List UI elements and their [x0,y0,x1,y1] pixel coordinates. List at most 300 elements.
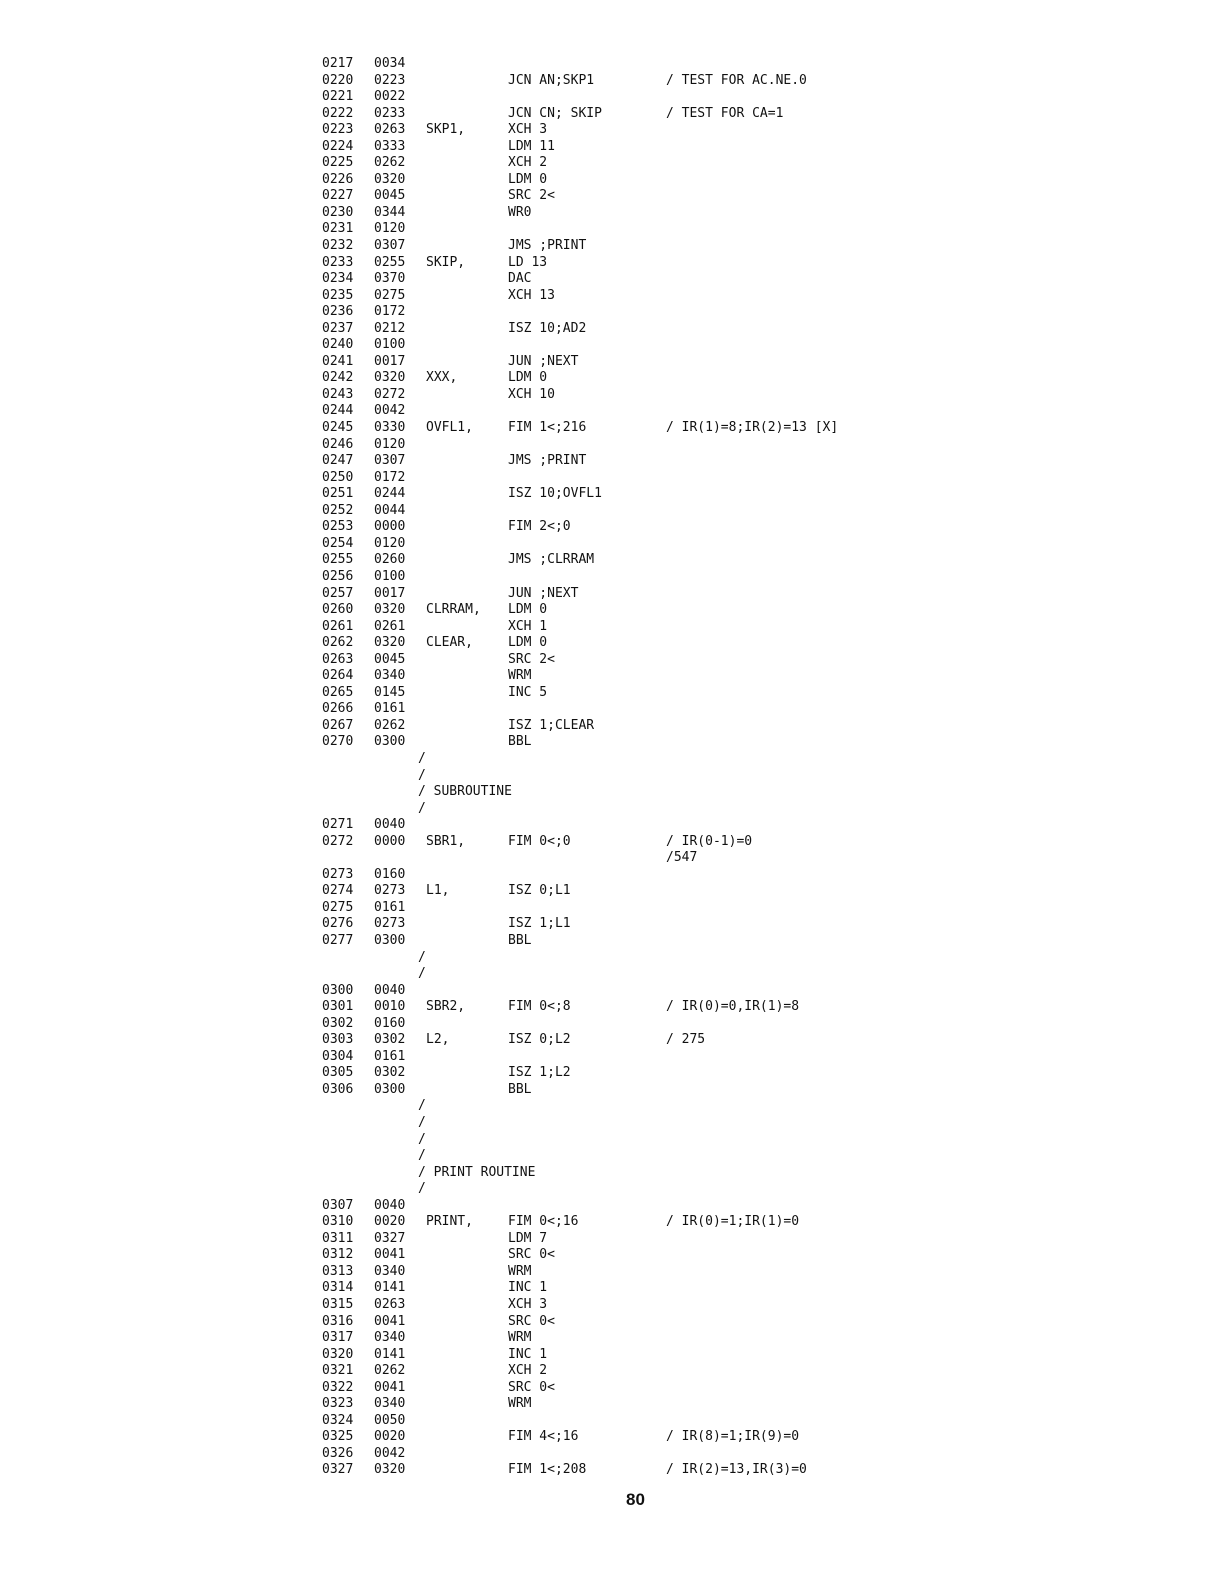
octal-code-column: 0045 [374,651,406,667]
instruction-column: JMS ;PRINT [508,453,587,469]
instruction-column: XCH 1 [508,618,548,634]
listing-line [322,801,1022,818]
address-column: 0326 [322,1445,354,1461]
listing-line [322,536,1022,553]
instruction-column: LDM 0 [508,370,548,386]
listing-line [322,1016,1022,1033]
octal-code-column: 0041 [374,1313,406,1329]
address-column: 0322 [322,1379,354,1395]
instruction-column: ISZ 1;L2 [508,1065,571,1081]
instruction-column: ISZ 1;CLEAR [508,717,595,733]
address-column: 0224 [322,138,354,154]
address-column: 0306 [322,1081,354,1097]
listing-line [322,983,1022,1000]
listing-line [322,155,1022,172]
address-column: 0242 [322,370,354,386]
octal-code-column: 0172 [374,469,406,485]
listing-line [322,1264,1022,1281]
listing-line [322,1247,1022,1264]
octal-code-column: 0340 [374,668,406,684]
listing-line [322,470,1022,487]
address-column: 0323 [322,1396,354,1412]
octal-code-column: 0272 [374,386,406,402]
listing-line [322,569,1022,586]
octal-code-column: 0344 [374,204,406,220]
instruction-column: XCH 3 [508,122,548,138]
octal-code-column: 0160 [374,866,406,882]
instruction-column: ISZ 1;L1 [508,916,571,932]
instruction-column: INC 5 [508,684,548,700]
octal-code-column: 0307 [374,238,406,254]
listing-line [322,238,1022,255]
instruction-column: FIM 1<;216 [508,420,587,436]
address-column: 0271 [322,817,354,833]
address-column: 0256 [322,568,354,584]
listing-line [322,900,1022,917]
listing-line [322,271,1022,288]
listing-line [322,106,1022,123]
octal-code-column: 0302 [374,1032,406,1048]
address-column: 0253 [322,519,354,535]
listing-line [322,1231,1022,1248]
assembly-listing [322,56,1022,1479]
label-column: SBR1, [426,833,466,849]
octal-code-column: 0262 [374,155,406,171]
address-column: 0217 [322,56,354,71]
address-column: 0311 [322,1230,354,1246]
listing-line [322,635,1022,652]
listing-line [322,205,1022,222]
listing-line [322,188,1022,205]
listing-line [322,1413,1022,1430]
listing-line [322,1330,1022,1347]
instruction-column: SRC 2< [508,651,555,667]
listing-line [322,950,1022,967]
listing-line [322,701,1022,718]
listing-line [322,486,1022,503]
octal-code-column: 0034 [374,56,406,71]
listing-line [322,172,1022,189]
octal-code-column: 0120 [374,535,406,551]
address-column: 0315 [322,1297,354,1313]
listing-line [322,370,1022,387]
comment-column: / 275 [666,1032,706,1048]
comment-slash: / [418,1181,426,1197]
instruction-column: FIM 2<;0 [508,519,571,535]
address-column: 0265 [322,684,354,700]
octal-code-column: 0017 [374,353,406,369]
instruction-column: WRM [508,668,532,684]
octal-code-column: 0223 [374,72,406,88]
listing-line [322,221,1022,238]
comment-slash: / [418,1098,426,1114]
listing-line [322,718,1022,735]
listing-line [322,1429,1022,1446]
comment-slash: / [418,767,426,783]
instruction-column: LDM 0 [508,635,548,651]
listing-line [322,966,1022,983]
octal-code-column: 0161 [374,1048,406,1064]
address-column: 0316 [322,1313,354,1329]
octal-code-column: 0100 [374,568,406,584]
instruction-column: WRM [508,1396,532,1412]
listing-line [322,403,1022,420]
listing-line [322,586,1022,603]
instruction-column: XCH 3 [508,1297,548,1313]
instruction-column: INC 1 [508,1346,548,1362]
address-column: 0301 [322,999,354,1015]
listing-line [322,1214,1022,1231]
address-column: 0252 [322,502,354,518]
octal-code-column: 0161 [374,701,406,717]
instruction-column: JMS ;CLRRAM [508,552,595,568]
instruction-column: LDM 7 [508,1230,548,1246]
comment-column: /547 [666,850,698,866]
address-column: 0321 [322,1363,354,1379]
comment-slash: / [418,800,426,816]
octal-code-column: 0273 [374,883,406,899]
octal-code-column: 0262 [374,1363,406,1379]
address-column: 0223 [322,122,354,138]
octal-code-column: 0340 [374,1396,406,1412]
address-column: 0254 [322,535,354,551]
listing-line [322,999,1022,1016]
instruction-column: BBL [508,734,532,750]
address-column: 0310 [322,1214,354,1230]
instruction-column: JCN CN; SKIP [508,105,602,121]
address-column: 0244 [322,403,354,419]
listing-line [322,834,1022,851]
listing-line [322,1181,1022,1198]
octal-code-column: 0333 [374,138,406,154]
comment-column: / TEST FOR CA=1 [666,105,784,121]
listing-line [322,768,1022,785]
octal-code-column: 0120 [374,436,406,452]
instruction-column: XCH 10 [508,386,555,402]
instruction-column: FIM 0<;8 [508,999,571,1015]
comment-column: / TEST FOR AC.NE.0 [666,72,807,88]
instruction-column: JUN ;NEXT [508,353,579,369]
listing-line [322,602,1022,619]
octal-code-column: 0261 [374,618,406,634]
section-heading: / SUBROUTINE [418,784,512,800]
comment-column: / IR(0-1)=0 [666,833,753,849]
listing-line [322,1198,1022,1215]
octal-code-column: 0300 [374,734,406,750]
octal-code-column: 0370 [374,271,406,287]
instruction-column: ISZ 0;L2 [508,1032,571,1048]
octal-code-column: 0040 [374,817,406,833]
listing-line [322,337,1022,354]
comment-slash: / [418,1148,426,1164]
address-column: 0277 [322,932,354,948]
address-column: 0262 [322,635,354,651]
octal-code-column: 0141 [374,1346,406,1362]
octal-code-column: 0044 [374,502,406,518]
listing-line [322,734,1022,751]
address-column: 0240 [322,337,354,353]
listing-line [322,933,1022,950]
address-column: 0303 [322,1032,354,1048]
octal-code-column: 0040 [374,982,406,998]
listing-line [322,1049,1022,1066]
octal-code-column: 0327 [374,1230,406,1246]
label-column: SKIP, [426,254,466,270]
listing-line [322,1280,1022,1297]
address-column: 0272 [322,833,354,849]
listing-line [322,387,1022,404]
address-column: 0304 [322,1048,354,1064]
listing-line [322,850,1022,867]
address-column: 0235 [322,287,354,303]
listing-line [322,89,1022,106]
address-column: 0261 [322,618,354,634]
label-column: L1, [426,883,450,899]
octal-code-column: 0000 [374,519,406,535]
instruction-column: XCH 13 [508,287,555,303]
address-column: 0314 [322,1280,354,1296]
listing-line [322,883,1022,900]
address-column: 0225 [322,155,354,171]
octal-code-column: 0145 [374,684,406,700]
listing-line [322,1363,1022,1380]
listing-line [322,619,1022,636]
instruction-column: WRM [508,1330,532,1346]
octal-code-column: 0020 [374,1214,406,1230]
octal-code-column: 0320 [374,1462,406,1478]
listing-line [322,420,1022,437]
octal-code-column: 0263 [374,1297,406,1313]
instruction-column: DAC [508,271,532,287]
octal-code-column: 0160 [374,1015,406,1031]
octal-code-column: 0320 [374,635,406,651]
listing-line [322,1098,1022,1115]
octal-code-column: 0120 [374,221,406,237]
listing-line [322,1148,1022,1165]
listing-line [322,321,1022,338]
listing-line [322,652,1022,669]
listing-line [322,1347,1022,1364]
page-number: 80 [626,1490,645,1509]
listing-line [322,1297,1022,1314]
instruction-column: ISZ 0;L1 [508,883,571,899]
address-column: 0264 [322,668,354,684]
listing-line [322,1165,1022,1182]
listing-line [322,817,1022,834]
comment-slash: / [418,949,426,965]
address-column: 0243 [322,386,354,402]
instruction-column: FIM 0<;0 [508,833,571,849]
comment-column: / IR(0)=1;IR(1)=0 [666,1214,800,1230]
instruction-column: FIM 1<;208 [508,1462,587,1478]
octal-code-column: 0307 [374,453,406,469]
instruction-column: LD 13 [508,254,548,270]
octal-code-column: 0300 [374,1081,406,1097]
label-column: SBR2, [426,999,466,1015]
instruction-column: FIM 0<;16 [508,1214,579,1230]
comment-column: / IR(8)=1;IR(9)=0 [666,1429,800,1445]
listing-line [322,255,1022,272]
octal-code-column: 0017 [374,585,406,601]
address-column: 0325 [322,1429,354,1445]
octal-code-column: 0340 [374,1263,406,1279]
address-column: 0266 [322,701,354,717]
listing-line [322,1314,1022,1331]
label-column: L2, [426,1032,450,1048]
address-column: 0327 [322,1462,354,1478]
comment-column: / IR(2)=13,IR(3)=0 [666,1462,807,1478]
comment-slash: / [418,1131,426,1147]
address-column: 0320 [322,1346,354,1362]
address-column: 0222 [322,105,354,121]
instruction-column: FIM 4<;16 [508,1429,579,1445]
address-column: 0307 [322,1197,354,1213]
address-column: 0251 [322,486,354,502]
listing-line [322,1446,1022,1463]
octal-code-column: 0262 [374,717,406,733]
address-column: 0324 [322,1412,354,1428]
listing-line [322,552,1022,569]
label-column: OVFL1, [426,420,473,436]
listing-line [322,784,1022,801]
listing-line [322,916,1022,933]
octal-code-column: 0141 [374,1280,406,1296]
listing-line [322,1396,1022,1413]
address-column: 0227 [322,188,354,204]
listing-line [322,354,1022,371]
listing-line [322,751,1022,768]
address-column: 0302 [322,1015,354,1031]
address-column: 0305 [322,1065,354,1081]
instruction-column: XCH 2 [508,1363,548,1379]
listing-line [322,139,1022,156]
octal-code-column: 0000 [374,833,406,849]
address-column: 0247 [322,453,354,469]
comment-slash: / [418,966,426,982]
octal-code-column: 0320 [374,370,406,386]
address-column: 0275 [322,899,354,915]
instruction-column: LDM 0 [508,602,548,618]
address-column: 0233 [322,254,354,270]
octal-code-column: 0010 [374,999,406,1015]
listing-line [322,1082,1022,1099]
instruction-column: BBL [508,932,532,948]
instruction-column: LDM 0 [508,171,548,187]
listing-line [322,1032,1022,1049]
section-heading: / PRINT ROUTINE [418,1164,536,1180]
address-column: 0226 [322,171,354,187]
address-column: 0317 [322,1330,354,1346]
octal-code-column: 0020 [374,1429,406,1445]
instruction-column: ISZ 10;OVFL1 [508,486,602,502]
listing-line [322,73,1022,90]
listing-line [322,453,1022,470]
address-column: 0246 [322,436,354,452]
instruction-column: SRC 0< [508,1313,555,1329]
octal-code-column: 0022 [374,89,406,105]
comment-slash: / [418,1115,426,1130]
listing-line [322,503,1022,520]
octal-code-column: 0263 [374,122,406,138]
octal-code-column: 0302 [374,1065,406,1081]
listing-line [322,122,1022,139]
comment-column: / IR(1)=8;IR(2)=13 [X] [666,420,839,436]
address-column: 0260 [322,602,354,618]
octal-code-column: 0100 [374,337,406,353]
instruction-column: JUN ;NEXT [508,585,579,601]
address-column: 0230 [322,204,354,220]
address-column: 0221 [322,89,354,105]
octal-code-column: 0041 [374,1379,406,1395]
label-column: SKP1, [426,122,466,138]
instruction-column: BBL [508,1081,532,1097]
octal-code-column: 0161 [374,899,406,915]
octal-code-column: 0320 [374,602,406,618]
listing-line [322,519,1022,536]
address-column: 0313 [322,1263,354,1279]
octal-code-column: 0233 [374,105,406,121]
instruction-column: JCN AN;SKP1 [508,72,595,88]
listing-line [322,304,1022,321]
address-column: 0257 [322,585,354,601]
address-column: 0300 [322,982,354,998]
listing-line [322,56,1022,73]
octal-code-column: 0340 [374,1330,406,1346]
label-column: XXX, [426,370,458,386]
address-column: 0220 [322,72,354,88]
octal-code-column: 0042 [374,1445,406,1461]
address-column: 0241 [322,353,354,369]
comment-column: / IR(0)=0,IR(1)=8 [666,999,800,1015]
instruction-column: LDM 11 [508,138,555,154]
listing-line [322,1132,1022,1149]
octal-code-column: 0040 [374,1197,406,1213]
instruction-column: XCH 2 [508,155,548,171]
octal-code-column: 0273 [374,916,406,932]
label-column: CLRRAM, [426,602,481,618]
instruction-column: JMS ;PRINT [508,238,587,254]
address-column: 0273 [322,866,354,882]
address-column: 0234 [322,271,354,287]
address-column: 0312 [322,1247,354,1263]
address-column: 0276 [322,916,354,932]
octal-code-column: 0300 [374,932,406,948]
address-column: 0232 [322,238,354,254]
octal-code-column: 0045 [374,188,406,204]
octal-code-column: 0330 [374,420,406,436]
address-column: 0237 [322,320,354,336]
octal-code-column: 0244 [374,486,406,502]
address-column: 0274 [322,883,354,899]
octal-code-column: 0042 [374,403,406,419]
address-column: 0267 [322,717,354,733]
octal-code-column: 0172 [374,304,406,320]
octal-code-column: 0212 [374,320,406,336]
octal-code-column: 0260 [374,552,406,568]
listing-line [322,867,1022,884]
address-column: 0250 [322,469,354,485]
instruction-column: WR0 [508,204,532,220]
address-column: 0270 [322,734,354,750]
listing-line [322,668,1022,685]
octal-code-column: 0050 [374,1412,406,1428]
instruction-column: SRC 2< [508,188,555,204]
listing-line [322,288,1022,305]
instruction-column: SRC 0< [508,1247,555,1263]
comment-slash: / [418,750,426,766]
instruction-column: WRM [508,1263,532,1279]
listing-line [322,1462,1022,1479]
